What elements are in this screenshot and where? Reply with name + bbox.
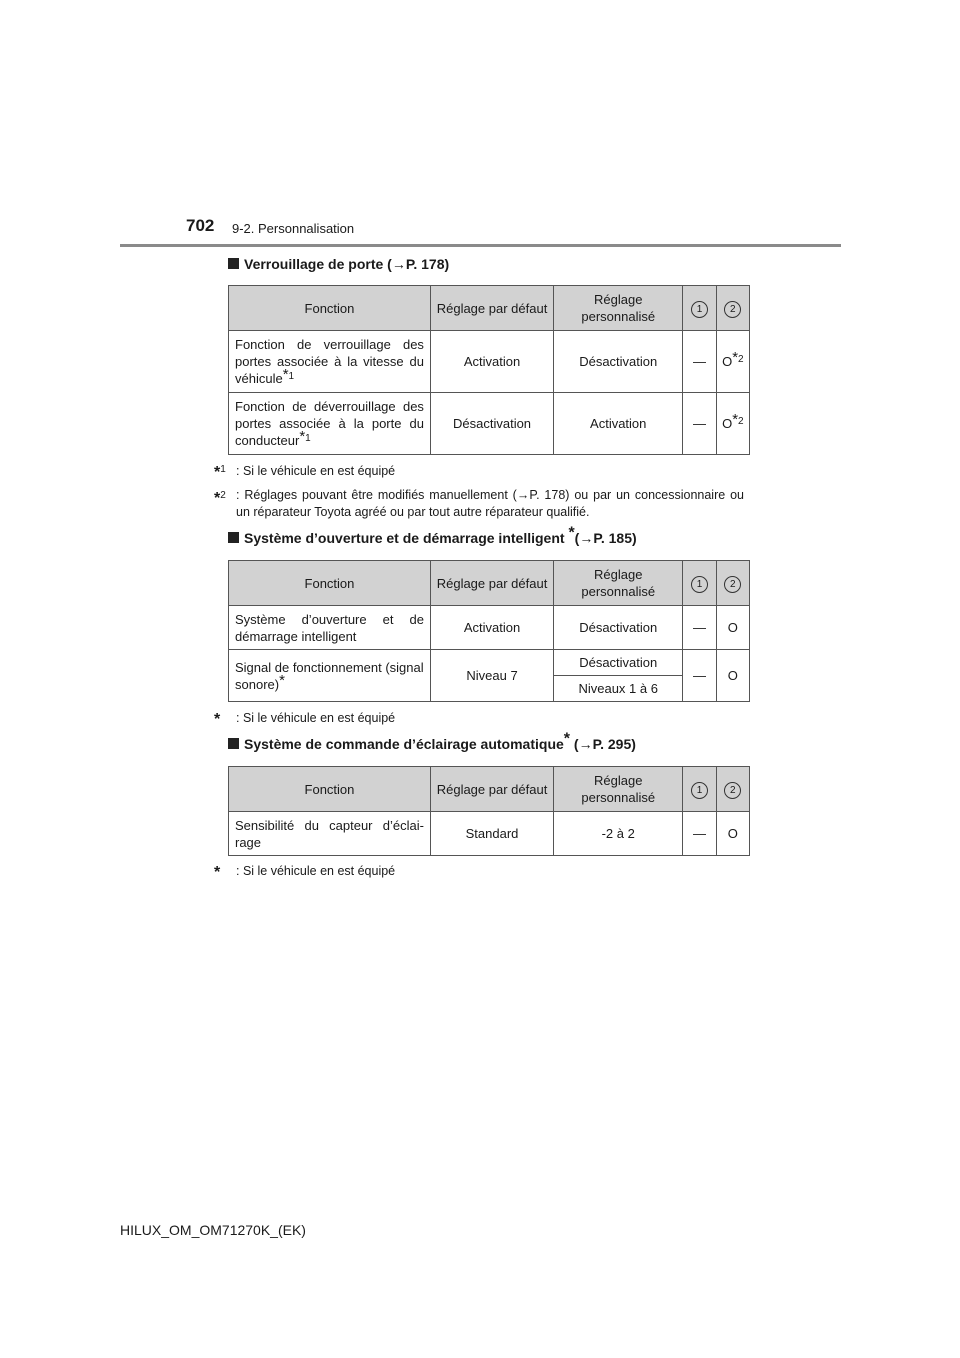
table-door-lock: [228, 285, 750, 455]
table-row: Fonction de déverrouillage des portes associée à la porte du conducteur$^{*1}$ Désactivation Activation — $O^{*2}$: [229, 393, 750, 455]
footer-doc-id: HILUX_OM_OM71270K_(EK): [120, 1222, 306, 1238]
table-smart-entry: [228, 560, 750, 702]
footnote-1: *$^1$ : Si le véhicule en est équipé: [214, 464, 396, 481]
square-bullet-icon: [228, 532, 239, 543]
circled-2-icon: 2: [724, 301, 741, 318]
circled-2-icon: 2: [724, 576, 741, 593]
table-auto-light: [228, 766, 750, 856]
section-title: 9-2. Personnalisation: [232, 221, 355, 236]
table-row: Système d’ouverture et de démarrage intelligent Activation Désactivation — O: [229, 606, 750, 650]
table-row: Signal de fonctionnement (signal sonore)* Niveau 7 Désactivation — O: [229, 650, 750, 676]
circled-1-icon: 1: [691, 576, 708, 593]
footnote-2: *$^2$ : Réglages pouvant être modifiés manuellement (→P. 178) ou par un concessionnaire ou un réparateur Toyota agréé ou par tout autre réparateur qualifié.: [214, 488, 744, 519]
heading-auto-light: Système de commande d’éclairage automatique* (→P. 295): [228, 736, 636, 752]
footnote-auto-light: * : Si le véhicule en est équipé: [214, 864, 396, 881]
heading-door-lock: Verrouillage de porte (→P. 178): [228, 256, 449, 272]
square-bullet-icon: [228, 738, 239, 749]
circled-1-icon: 1: [691, 301, 708, 318]
table-header: Fonction Réglage par défaut Réglage personnalisé 1 2: [229, 767, 750, 812]
table-header: Fonction Réglage par défaut Réglage personnalisé 1 2: [229, 286, 750, 331]
table-header: Fonction Réglage par défaut Réglage personnalisé 1 2: [229, 561, 750, 606]
circled-1-icon: 1: [691, 782, 708, 799]
table-row: Niveaux 1 à 6: [229, 676, 750, 702]
table-row: Sensibilité du capteur d’éclairage Standard -2 à 2 — O: [229, 812, 750, 856]
square-bullet-icon: [228, 258, 239, 269]
header-rule: [120, 244, 841, 247]
table-row: Fonction de verrouillage des portes associée à la vitesse du véhicule$^{*1}$ Activation Désactivation — $O^{*2}$: [229, 331, 750, 393]
heading-smart-entry: Système d’ouverture et de démarrage intelligent *(→P. 185): [228, 530, 637, 546]
footnote-smart-entry: * : Si le véhicule en est équipé: [214, 711, 396, 728]
circled-2-icon: 2: [724, 782, 741, 799]
page-number: 702: [186, 216, 215, 235]
